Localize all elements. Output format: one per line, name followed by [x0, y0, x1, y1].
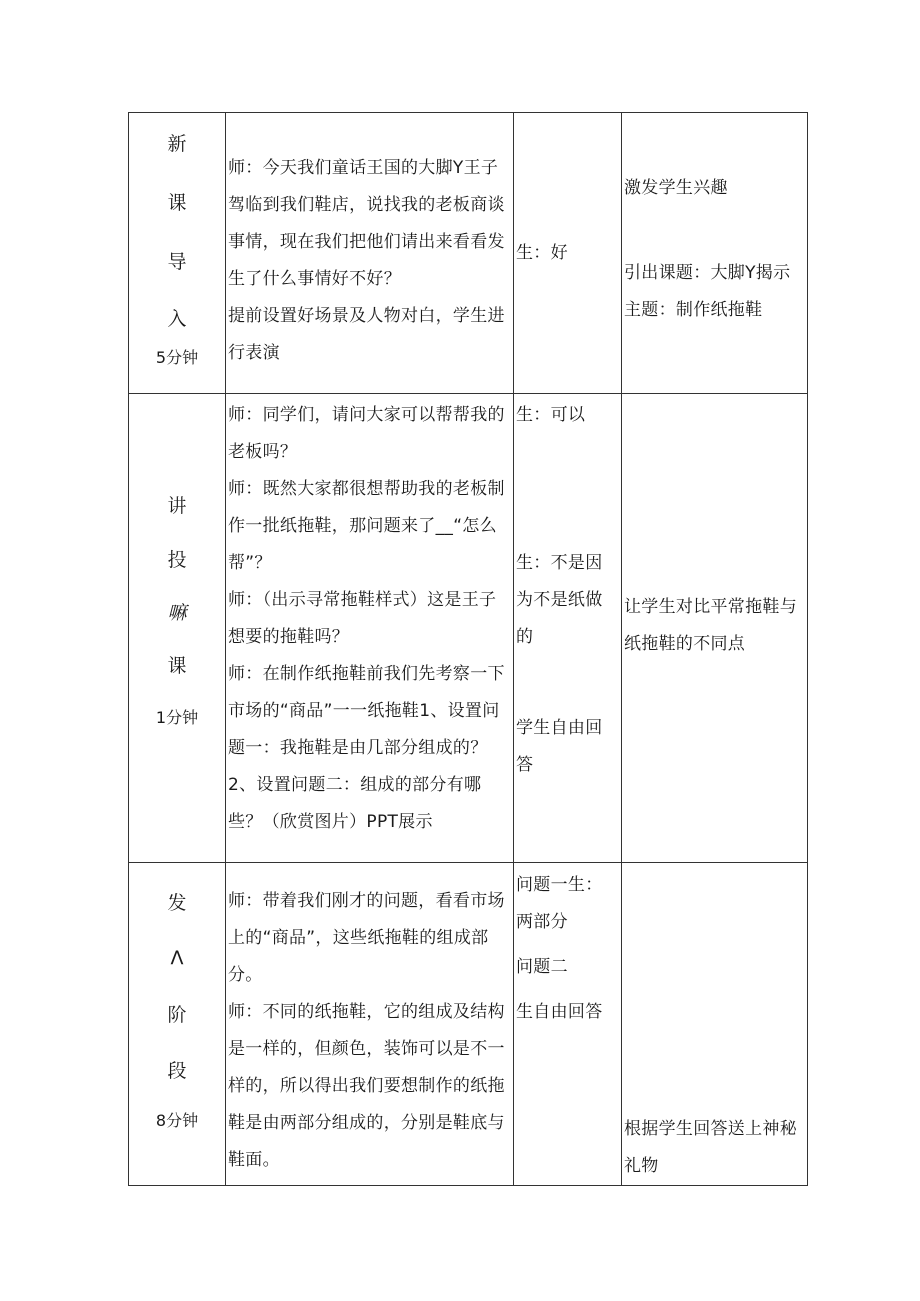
stage-char: 新: [167, 133, 187, 155]
stage-cell: [129, 863, 226, 1186]
table-row: [129, 863, 808, 1186]
table-row: [129, 113, 808, 394]
teacher-activity-cell: [226, 863, 514, 1186]
student-activity-cell: [514, 113, 622, 394]
stage-time: 8分钟: [155, 1111, 199, 1130]
student-text: 生：好: [516, 243, 568, 263]
stage-char: 课: [167, 655, 187, 677]
teacher-text: 师：带着我们刚才的问题，看看市场上的“商品”，这些纸拖鞋的组成部分。: [228, 891, 505, 985]
stage-char: 投: [167, 549, 187, 571]
design-intent-cell: [622, 863, 808, 1186]
teacher-text: 师：（出示寻常拖鞋样式）这是王子想要的拖鞋吗？: [228, 590, 497, 647]
student-activity-cell: [514, 394, 622, 863]
stage-cell: [129, 113, 226, 394]
stage-char: 发: [167, 892, 187, 914]
stage-time: 5分钟: [155, 348, 199, 367]
teacher-text: 提前设置好场景及人物对白，学生进行表演: [228, 306, 505, 363]
teacher-text: 师：今天我们童话王国的大脚Y王子驾临到我们鞋店，说找我的老板商谈事情，现在我们把他们请出来看看发生了什么事情好不好？: [228, 158, 505, 289]
student-text: 学生自由回答: [516, 718, 603, 775]
stage-char: 导: [167, 251, 187, 273]
intent-text: 让学生对比平常拖鞋与纸拖鞋的不同点: [624, 597, 797, 654]
stage-cell: [129, 394, 226, 863]
stage-char: 段: [167, 1060, 187, 1082]
lesson-plan-table: [128, 112, 808, 1186]
student-text: 生自由回答: [516, 1002, 603, 1022]
design-intent-cell: [622, 113, 808, 394]
teacher-text: 师：不同的纸拖鞋，它的组成及结构是一样的，但颜色，装饰可以是不一样的，所以得出我们要想制作的纸拖鞋是由两部分组成的，分别是鞋底与鞋面。: [228, 1002, 505, 1170]
design-intent-cell: [622, 394, 808, 863]
intent-text: 激发学生兴趣: [624, 178, 728, 198]
teacher-text: 师：同学们，请问大家可以帮帮我的老板吗？: [228, 405, 505, 462]
stage-char: 课: [167, 192, 187, 214]
teacher-text: 师：既然大家都很想帮助我的老板制作一批纸拖鞋，那问题来了__“怎么帮”？: [228, 479, 505, 573]
stage-time: 1分钟: [155, 708, 199, 727]
stage-char: 阶: [167, 1004, 187, 1026]
teacher-text: 师：在制作纸拖鞋前我们先考察一下市场的“商品”一一纸拖鞋1、设置问题一：我拖鞋是由几部分组成的？2、设置问题二：组成的部分有哪些？（欣赏图片）PPT展示: [228, 664, 505, 832]
stage-char: 讲: [167, 495, 187, 517]
student-text: 生：可以: [516, 405, 586, 425]
student-activity-cell: [514, 863, 622, 1186]
teacher-activity-cell: [226, 394, 514, 863]
table-row: [129, 394, 808, 863]
stage-char: Λ: [170, 947, 184, 969]
intent-text: 根据学生回答送上神秘礼物: [624, 1119, 797, 1176]
stage-char: 入: [167, 308, 187, 330]
student-text: 问题一生：两部分: [516, 875, 603, 932]
student-text: 生：不是因为不是纸做的: [516, 553, 603, 647]
intent-text: 引出课题：大脚Y揭示主题：制作纸拖鞋: [624, 263, 791, 320]
student-text: 问题二: [516, 957, 568, 977]
teacher-activity-cell: [226, 113, 514, 394]
stage-char: 嘛: [167, 602, 187, 624]
